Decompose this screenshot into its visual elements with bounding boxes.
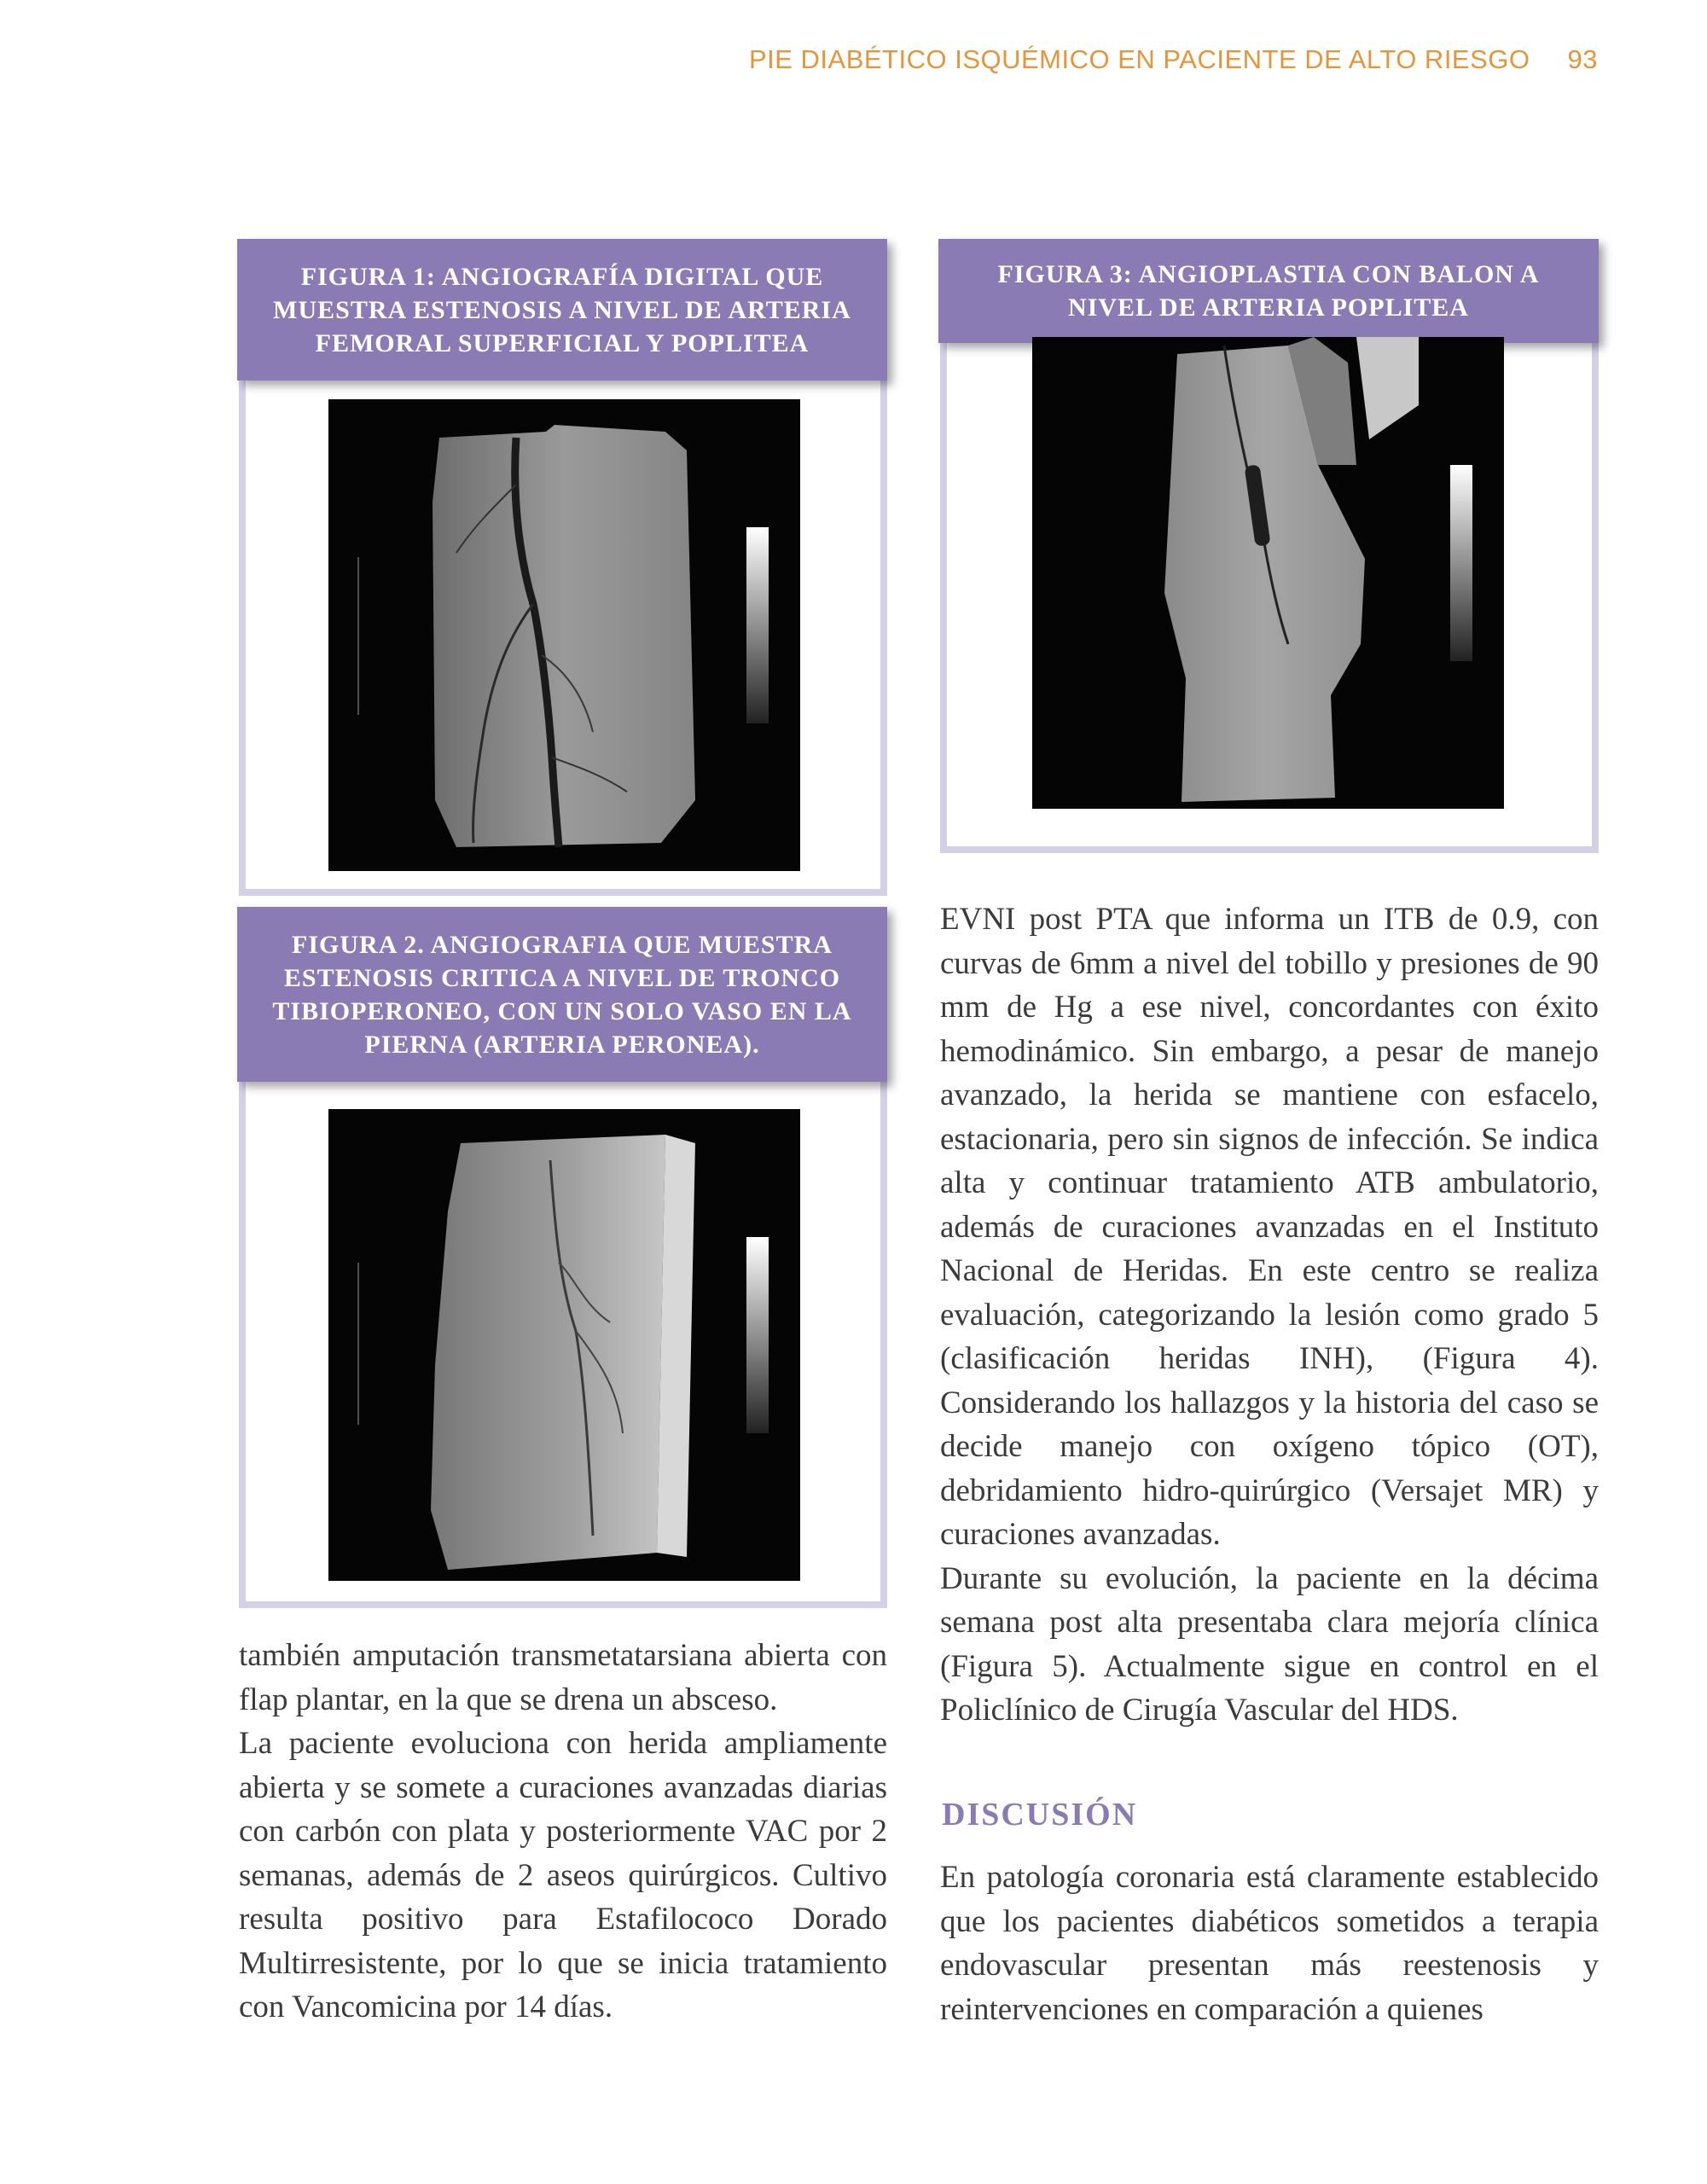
left-column-text: [239, 1634, 887, 2030]
figure-3-angiogram: [1032, 337, 1504, 809]
figure-2-angiogram: [328, 1109, 800, 1581]
figure-2-caption: FIGURA 2. ANGIOGRAFIA QUE MUESTRA ESTENOSIS CRITICA A NIVEL DE TRONCO TIBIOPERONEO, CON UN SOLO VASO EN LA PIERNA (ARTERIA PERONEA).: [237, 907, 887, 1082]
figure-3-caption: FIGURA 3: ANGIOPLASTIA CON BALON A NIVEL DE ARTERIA POPLITEA: [938, 239, 1599, 343]
right-column-text: [940, 897, 1599, 1733]
left-paragraph-2: La paciente evoluciona con herida ampliamente abierta y se somete a curaciones avanzadas diarias con carbón con plata y posteriormente VAC por 2 semanas, además de 2 aseos quirúrgicos. Cultivo resulta positivo para Estafilococo Dorado Multirresistente, por lo que se inicia tratamiento con Vancomicina por 14 días.: [239, 1726, 887, 2024]
right-paragraph-2: Durante su evolución, la paciente en la décima semana post alta presentaba clara mejoría clínica (Figura 5). Actualmente sigue en control en el Policlínico de Cirugía Vascular del HDS.: [940, 1560, 1599, 1728]
page-number: 93: [1567, 44, 1598, 74]
right-paragraph-1: EVNI post PTA que informa un ITB de 0.9, con curvas de 6mm a nivel del tobillo y presiones de 90 mm de Hg a ese nivel, concordantes con éxito hemodinámico. Sin embargo, a pesar de manejo avanzado, la herida se mantiene con esfacelo, estacionaria, pero sin signos de infección. Se indica alta y continuar tratamiento ATB ambulatorio, además de curaciones avanzadas en el Instituto Nacional de Heridas. En este centro se realiza evaluación, categorizando la lesión como grado 5 (clasificación heridas INH), (Figura 4). Considerando los hallazgos y la historia del caso se decide manejo con oxígeno tópico (OT), debridamiento hidro-quirúrgico (Versajet MR) y curaciones avanzadas.: [940, 902, 1599, 1552]
discussion-paragraph: En patología coronaria está claramente establecido que los pacientes diabéticos sometidos a terapia endovascular presentan más reestenosis y reintervenciones en comparación a quienes: [940, 1860, 1599, 2027]
left-paragraph-1: también amputación transmetatarsiana abierta con flap plantar, en la que se drena un absceso.: [239, 1638, 887, 1717]
discussion-text: [940, 1856, 1599, 2031]
figure-1-angiogram: [328, 399, 800, 871]
running-title: PIE DIABÉTICO ISQUÉMICO EN PACIENTE DE ALTO RIESGO: [748, 44, 1530, 74]
figure-1-caption: FIGURA 1: ANGIOGRAFÍA DIGITAL QUE MUESTRA ESTENOSIS A NIVEL DE ARTERIA FEMORAL SUPERFICIAL Y POPLITEA: [237, 239, 887, 380]
section-heading-discusion: DISCUSIÓN: [942, 1797, 1138, 1833]
running-header: [749, 44, 1598, 75]
